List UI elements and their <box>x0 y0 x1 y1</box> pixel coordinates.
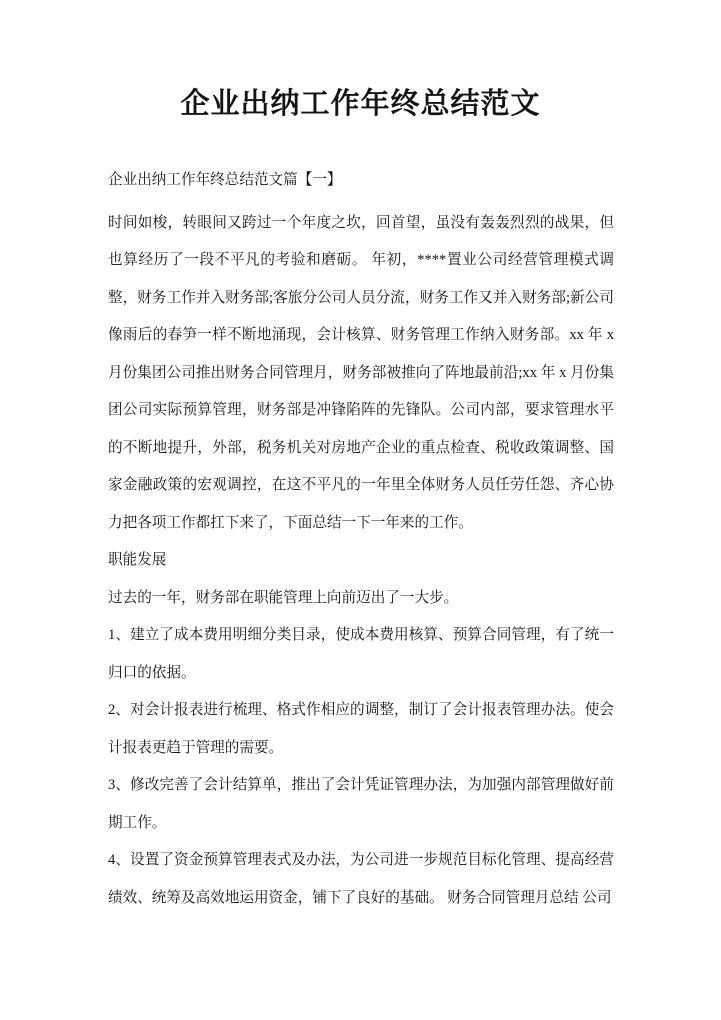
body-paragraph: 2、对会计报表进行梳理、格式作相应的调整，制订了会计报表管理办法。使会计报表更趋于管理的需要。 <box>108 702 614 756</box>
document-body <box>108 162 614 917</box>
subsection-heading: 职能发展 <box>108 552 167 568</box>
body-paragraph: 时间如梭，转眼间又跨过一个年度之坎，回首望，虽没有轰轰烈烈的战果，但也算经历了一段不平凡的考验和磨砺。 年初，****置业公司经营管理模式调整，财务工作并入财务部;客旅分公司人员分流，财务工作又并入财务部;新公司像雨后的春笋一样不断地涌现，会计核算、财务管理工作纳入财务部。xx 年 x 月份集团公司推出财务合同管理月，财务部被推向了阵地最前沿;xx 年 x 月份集团公司实际预算管理，财务部是冲锋陷阵的先锋队。公司内部，要求管理水平的不断地提升，外部，税务机关对房地产企业的重点检查、税收政策调整、国家金融政策的宏观调控，在这不平凡的一年里全体财务人员任劳任怨、齐心协力把各项工作都扛下来了，下面总结一下一年来的工作。 <box>108 214 614 531</box>
body-paragraph: 3、修改完善了会计结算单，推出了会计凭证管理办法，为加强内部管理做好前期工作。 <box>108 777 614 831</box>
body-paragraph: 过去的一年，财务部在职能管理上向前迈出了一大步。 <box>108 589 459 606</box>
body-paragraph: 1、建立了成本费用明细分类目录，使成本费用核算、预算合同管理，有了统一归口的依据。 <box>108 627 614 681</box>
document-title: 企业出纳工作年终总结范文 <box>180 88 541 120</box>
section-heading: 企业出纳工作年终总结范文篇【一】 <box>108 172 342 188</box>
body-paragraph: 4、设置了资金预算管理表式及办法，为公司进一步规范目标化管理、提高经营绩效、统筹及高效地运用资金，铺下了良好的基础。 财务合同管理月总结 公司 <box>108 852 614 906</box>
